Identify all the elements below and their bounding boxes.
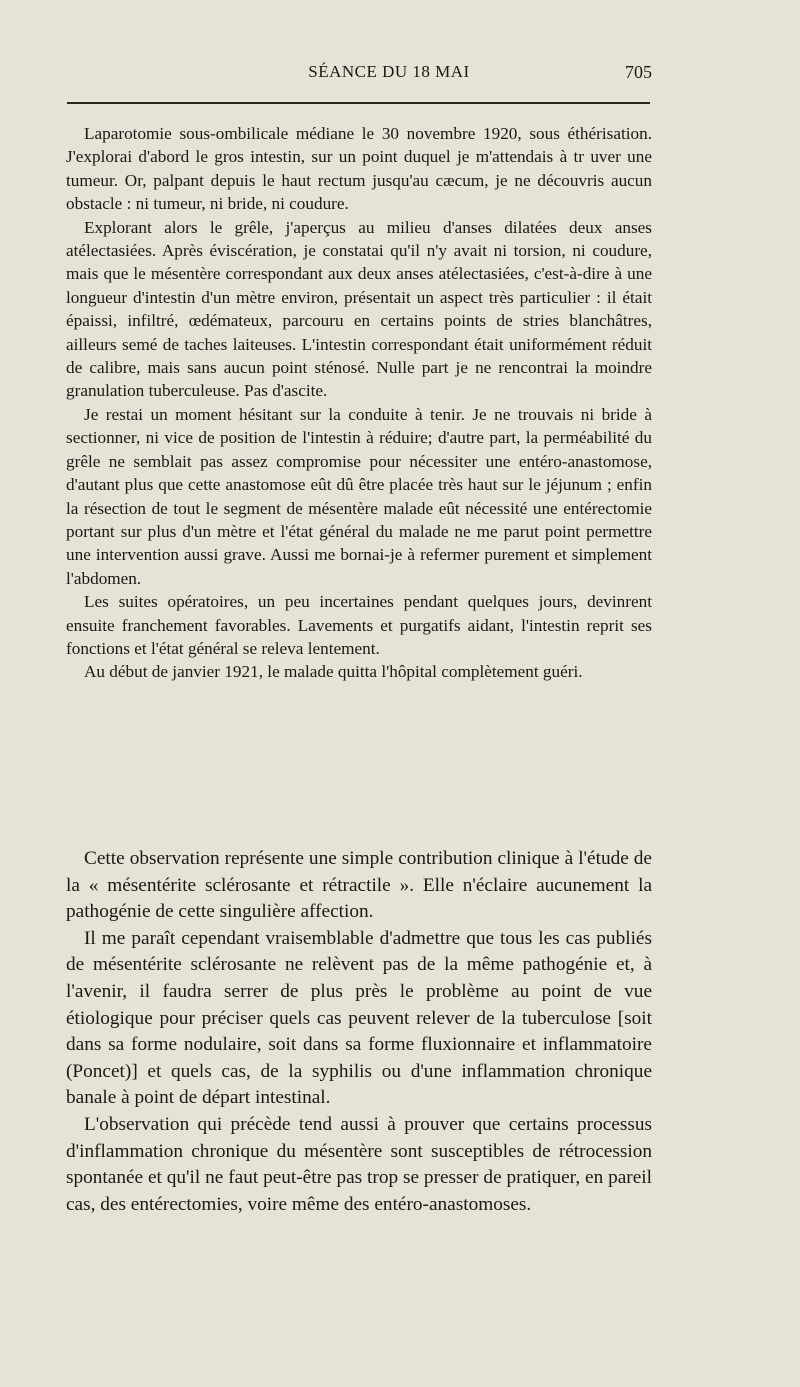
header-rule	[67, 102, 650, 104]
case-paragraph-discharge: Au début de janvier 1921, le malade quitta l'hôpital complètement guéri.	[84, 662, 583, 682]
case-paragraph-operation: Laparotomie sous-ombilicale médiane le 30 novembre 1920, sous éthérisation. J'explorai d'abord le gros intestin, sur un point duquel je m'attendais à tr uver une tumeur. Or, palpant depuis le haut rectum jusqu'au cæcum, je ne découvris aucun obstacle : ni tumeur, ni bride, ni coudure.	[66, 124, 652, 214]
case-paragraph-findings: Explorant alors le grêle, j'aperçus au milieu d'anses dilatées deux anses atélectasiées. Après éviscération, je constatai qu'il n'y avait ni torsion, ni coudure, mais que le mésentère correspondant aux deux anses atélectasiées, c'est-à-dire à une longueur d'intestin d'un mètre environ, présentait un aspect très particulier : il était épaissi, infiltré, œdémateux, parcouru en certains points de stries blanchâtres, ailleurs semé de taches laiteuses. L'intestin correspondant était uniformément réduit de calibre, mais sans aucun point sténosé. Nulle part je ne rencontrai la moindre granulation tuberculeuse. Pas d'ascite.	[66, 217, 652, 401]
page-number: 705	[625, 62, 652, 82]
discussion-paragraph-contribution: Cette observation représente une simple contribution clinique à l'étude de la « mésentérite sclérosante et rétractile ». Elle n'éclaire aucunement la pathogénie de cette singulière affection.	[66, 848, 652, 923]
running-title: SÉANCE DU 18 MAI	[308, 62, 470, 81]
case-paragraph-decision: Je restai un moment hésitant sur la conduite à tenir. Je ne trouvais ni bride à sectionner, ni vice de position de l'intestin à réduire; d'autre part, la perméabilité du grêle ne semblait pas assez compromise pour nécessiter une entéro-anastomose, d'autant plus que cette anastomose eût dû être placée très haut sur le jéjunum ; enfin la résection de tout le segment de mésentère malade eût nécessité une entérectomie portant sur plus d'un mètre et l'état général du malade ne me parut point permettre une intervention aussi grave. Aussi me bornai-je à refermer purement et simplement l'abdomen.	[66, 404, 652, 588]
discussion-paragraph-pathogenesis: Il me paraît cependant vraisemblable d'admettre que tous les cas publiés de mésentérite sclérosante ne relèvent pas de la même pathogénie et, à l'avenir, il faudra serrer de plus près le problème au point de vue étiologique pour préciser quels cas peuvent relever de la tuberculose [soit dans sa forme nodulaire, soit dans sa forme fluxionnaire et inflammatoire (Poncet)] et quels cas, de la syphilis ou d'une inflammation chronique banale à point de départ intestinal.	[66, 927, 652, 1109]
page-header	[66, 62, 652, 86]
discussion	[66, 846, 652, 1218]
case-paragraph-outcome: Les suites opératoires, un peu incertaines pendant quelques jours, devinrent ensuite franchement favorables. Lavements et purgatifs aidant, l'intestin reprit ses fonctions et l'état général se releva lentement.	[66, 592, 652, 658]
case-report	[66, 122, 652, 684]
discussion-paragraph-conclusion: L'observation qui précède tend aussi à prouver que certains processus d'inflammation chronique du mésentère sont susceptibles de rétrocession spontanée et qu'il ne faut peut-être pas trop se presser de pratiquer, en pareil cas, des entérectomies, voire même des entéro-anastomoses.	[66, 1113, 652, 1215]
